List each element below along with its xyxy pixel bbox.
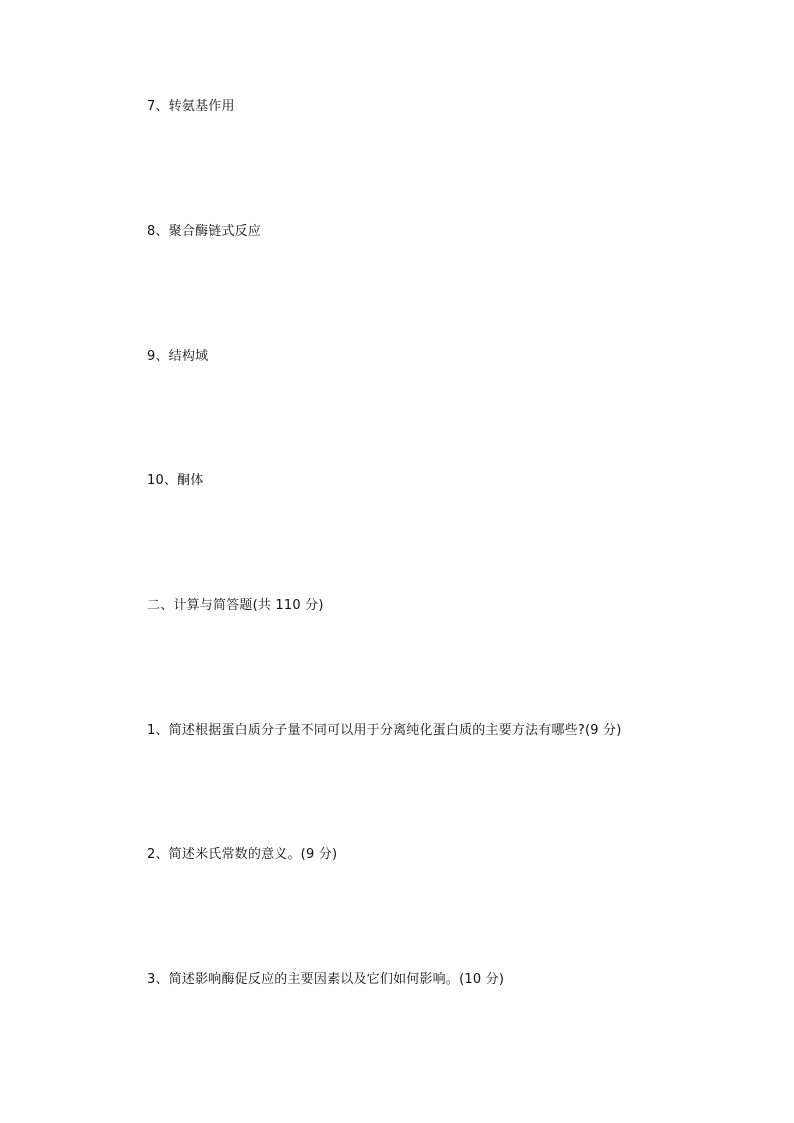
question-7: 7、转氨基作用 [147,99,235,114]
section-heading: 二、计算与简答题(共 110 分) [147,598,324,613]
question-10: 10、酮体 [147,473,204,488]
question-9: 9、结构域 [147,349,209,364]
short-answer-1: 1、简述根据蛋白质分子量不同可以用于分离纯化蛋白质的主要方法有哪些?(9 分) [147,723,622,738]
short-answer-3: 3、简述影响酶促反应的主要因素以及它们如何影响。(10 分) [147,972,505,987]
short-answer-2: 2、简述米氏常数的意义。(9 分) [147,847,338,862]
question-8: 8、聚合酶链式反应 [147,224,262,239]
